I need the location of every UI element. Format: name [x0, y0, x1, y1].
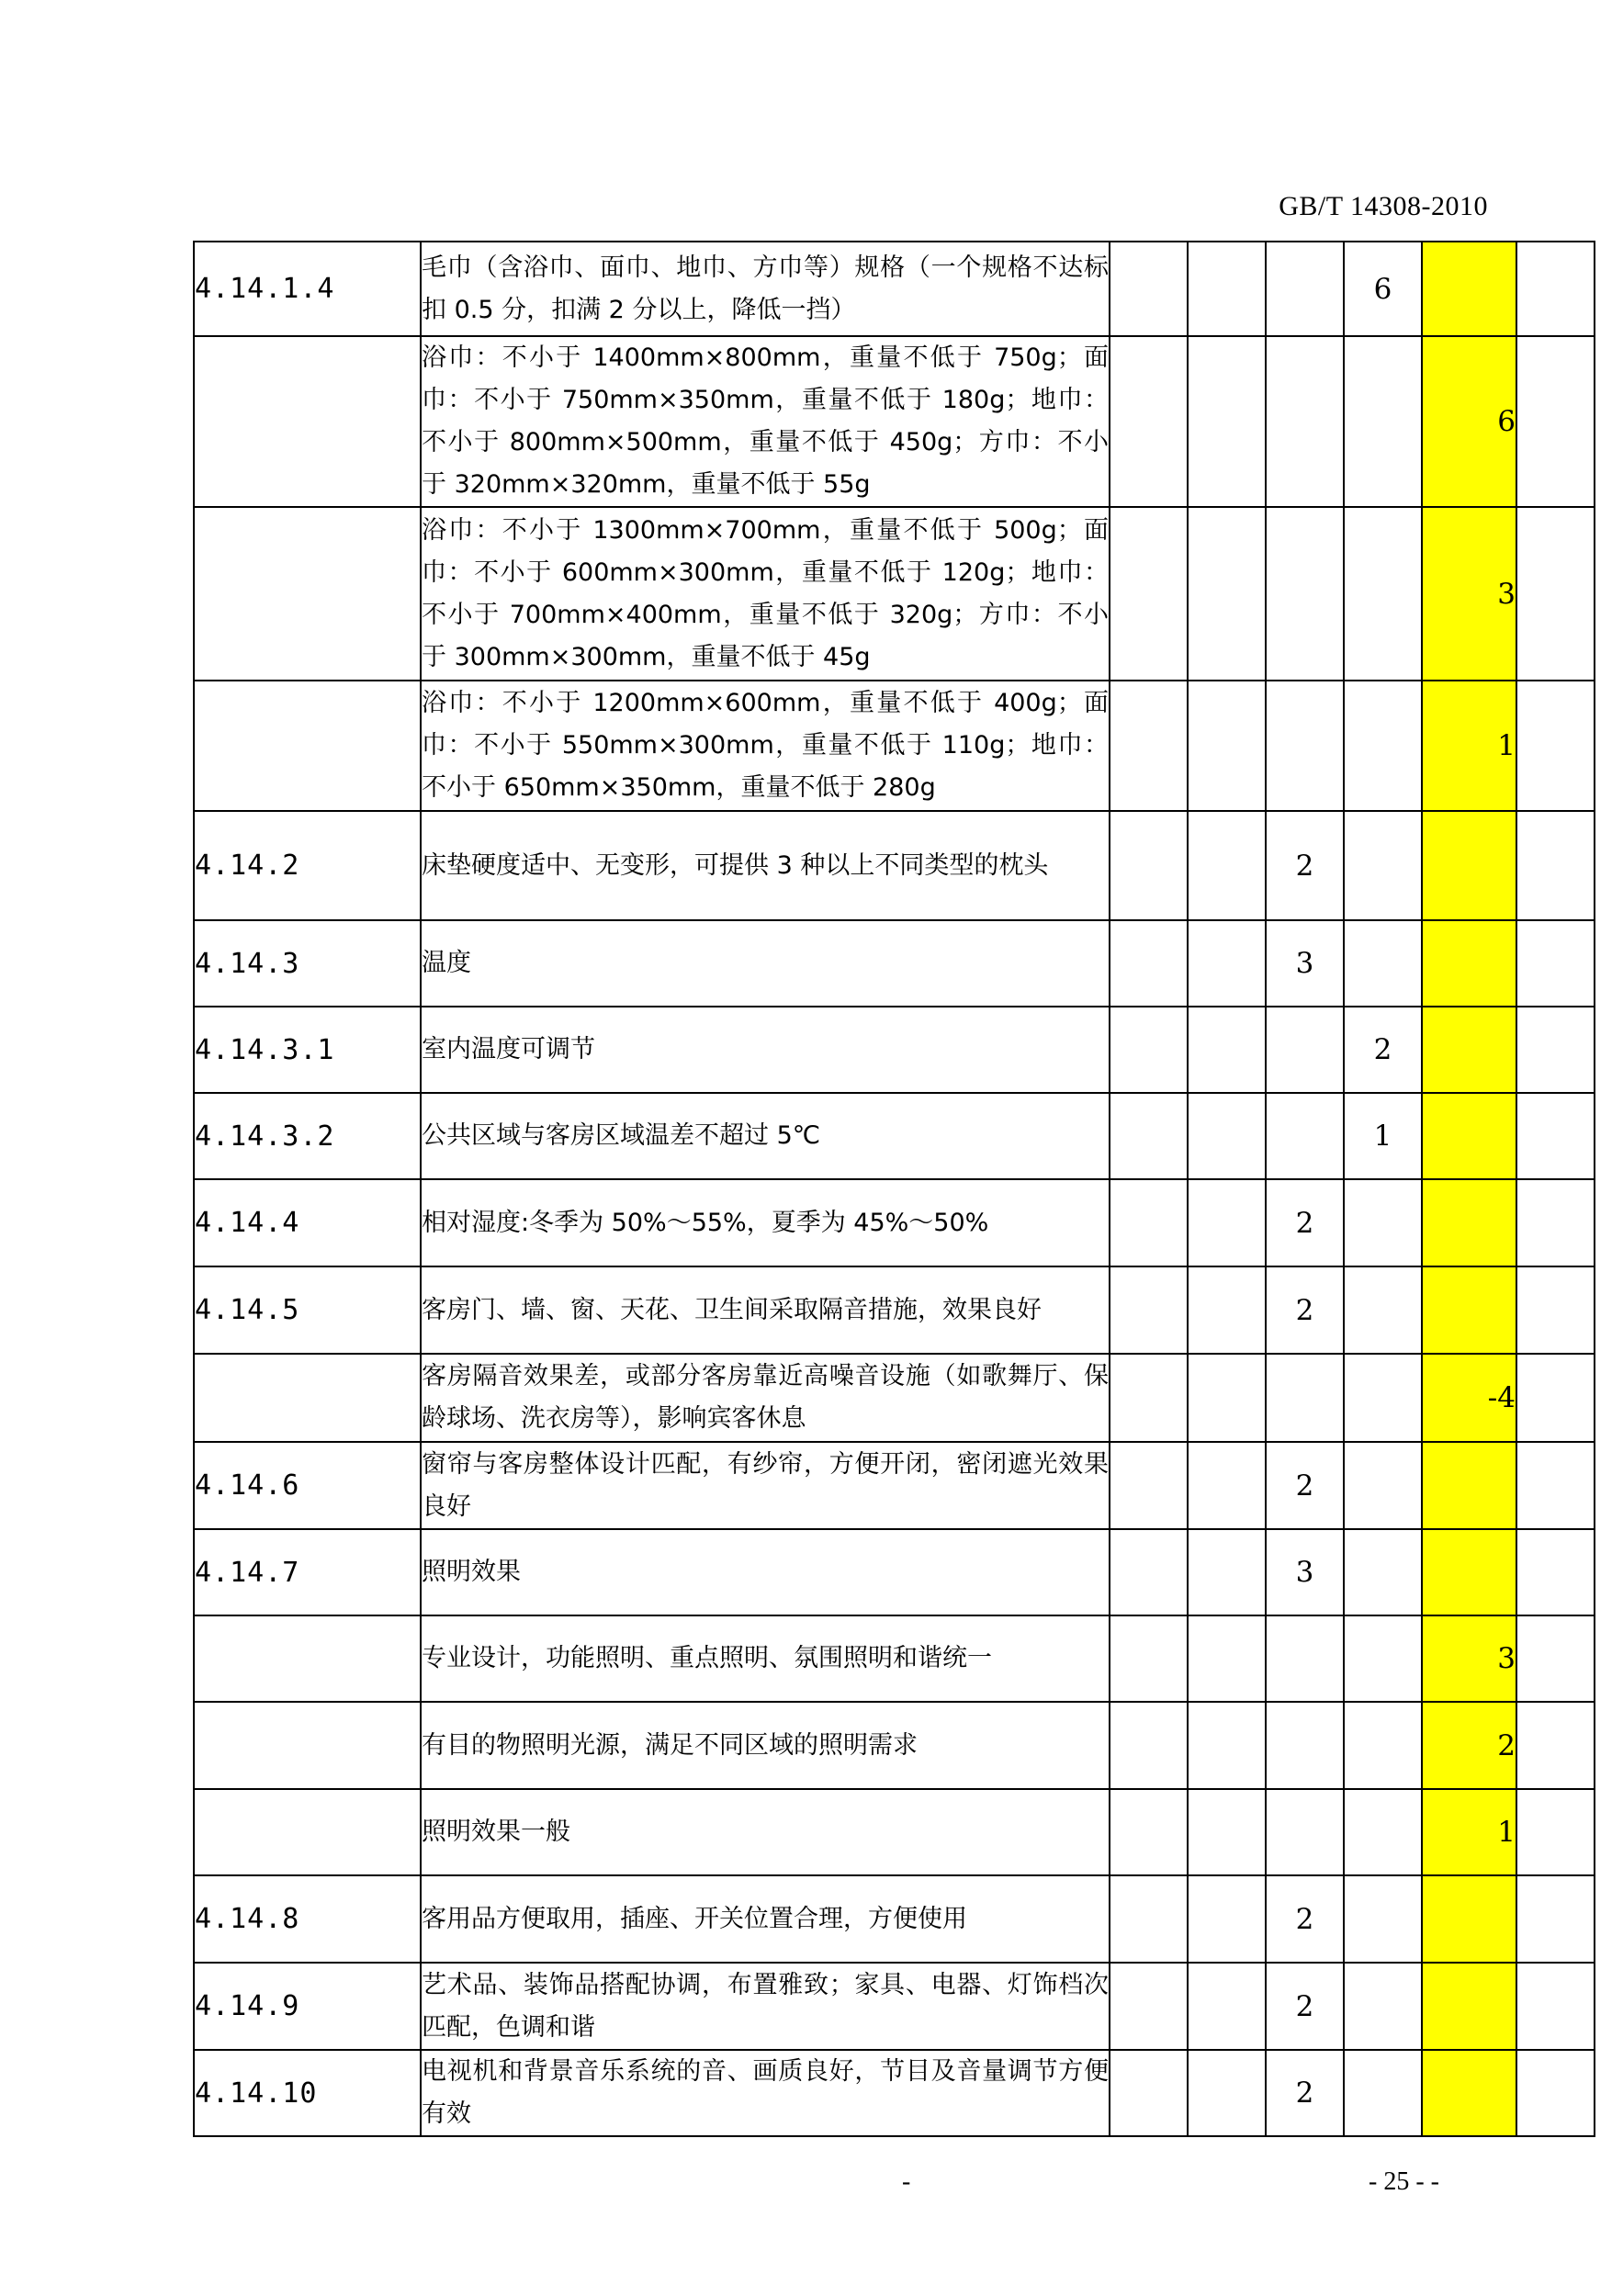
item-number: 4.14.7 [194, 1529, 421, 1615]
empty-cell [1188, 1442, 1266, 1529]
empty-cell [1188, 681, 1266, 811]
item-description: 照明效果一般 [421, 1789, 1110, 1875]
empty-cell [1110, 1007, 1188, 1093]
highlighted-score: 6 [1422, 336, 1516, 507]
highlighted-score: 3 [1422, 507, 1516, 681]
score-column-3 [1344, 1179, 1422, 1266]
score-column-2: 2 [1266, 1179, 1344, 1266]
item-number: 4.14.9 [194, 1963, 421, 2050]
item-number [194, 1354, 421, 1442]
score-column-3: 6 [1344, 242, 1422, 336]
empty-cell [1188, 2050, 1266, 2136]
empty-cell [1516, 811, 1595, 920]
highlighted-score [1422, 1529, 1516, 1615]
score-column-3 [1344, 681, 1422, 811]
item-description: 床垫硬度适中、无变形，可提供 3 种以上不同类型的枕头 [421, 811, 1110, 920]
table-row [194, 1007, 1595, 1093]
item-number [194, 1702, 421, 1789]
item-description: 客房门、墙、窗、天花、卫生间采取隔音措施，效果良好 [421, 1266, 1110, 1354]
highlighted-score: 1 [1422, 1789, 1516, 1875]
empty-cell [1188, 336, 1266, 507]
table-row [194, 336, 1595, 507]
score-column-2: 2 [1266, 1875, 1344, 1963]
score-column-2 [1266, 1789, 1344, 1875]
score-column-2: 3 [1266, 920, 1344, 1007]
empty-cell [1110, 336, 1188, 507]
table-row [194, 1442, 1595, 1529]
item-number [194, 507, 421, 681]
score-column-3 [1344, 336, 1422, 507]
item-description: 相对湿度:冬季为 50%～55%，夏季为 45%～50% [421, 1179, 1110, 1266]
empty-cell [1516, 1615, 1595, 1702]
score-column-2: 2 [1266, 1266, 1344, 1354]
empty-cell [1110, 1615, 1188, 1702]
table-row [194, 1179, 1595, 1266]
item-number: 4.14.2 [194, 811, 421, 920]
empty-cell [1516, 1007, 1595, 1093]
empty-cell [1188, 1615, 1266, 1702]
score-column-2: 2 [1266, 1963, 1344, 2050]
empty-cell [1516, 1093, 1595, 1179]
empty-cell [1516, 2050, 1595, 2136]
empty-cell [1110, 1875, 1188, 1963]
item-description: 室内温度可调节 [421, 1007, 1110, 1093]
empty-cell [1188, 920, 1266, 1007]
highlighted-score [1422, 242, 1516, 336]
score-column-2: 2 [1266, 1442, 1344, 1529]
highlighted-score [1422, 1093, 1516, 1179]
empty-cell [1188, 811, 1266, 920]
empty-cell [1110, 2050, 1188, 2136]
item-number: 4.14.1.4 [194, 242, 421, 336]
score-column-2: 2 [1266, 2050, 1344, 2136]
item-description: 客房隔音效果差，或部分客房靠近高噪音设施（如歌舞厅、保龄球场、洗衣房等），影响宾客休息 [421, 1354, 1110, 1442]
item-description: 艺术品、装饰品搭配协调，布置雅致；家具、电器、灯饰档次匹配，色调和谐 [421, 1963, 1110, 2050]
item-number: 4.14.5 [194, 1266, 421, 1354]
item-description: 电视机和背景音乐系统的音、画质良好，节目及音量调节方便有效 [421, 2050, 1110, 2136]
highlighted-score [1422, 811, 1516, 920]
table-row [194, 1266, 1595, 1354]
item-number [194, 336, 421, 507]
empty-cell [1188, 1266, 1266, 1354]
highlighted-score [1422, 920, 1516, 1007]
table-row [194, 1093, 1595, 1179]
score-column-3 [1344, 920, 1422, 1007]
item-number: 4.14.3.2 [194, 1093, 421, 1179]
item-description: 浴巾：不小于 1300mm×700mm，重量不低于 500g；面巾：不小于 600mm×300mm，重量不低于 120g；地巾：不小于 700mm×400mm，重量不低于 320g；方巾：不小于 300mm×300mm，重量不低于 45g [421, 507, 1110, 681]
score-column-2 [1266, 1615, 1344, 1702]
empty-cell [1188, 1529, 1266, 1615]
empty-cell [1110, 1529, 1188, 1615]
score-column-3 [1344, 2050, 1422, 2136]
item-description: 客用品方便取用，插座、开关位置合理，方便使用 [421, 1875, 1110, 1963]
item-description: 有目的物照明光源，满足不同区域的照明需求 [421, 1702, 1110, 1789]
score-column-2 [1266, 1007, 1344, 1093]
item-description: 照明效果 [421, 1529, 1110, 1615]
item-number [194, 1615, 421, 1702]
standard-code: GB/T 14308-2010 [1279, 191, 1488, 221]
footer-mark: - [902, 2167, 911, 2196]
page-number: - 25 - - [1369, 2167, 1439, 2196]
highlighted-score: 2 [1422, 1702, 1516, 1789]
empty-cell [1516, 920, 1595, 1007]
highlighted-score: 1 [1422, 681, 1516, 811]
score-column-3 [1344, 1529, 1422, 1615]
item-description: 窗帘与客房整体设计匹配，有纱帘，方便开闭，密闭遮光效果良好 [421, 1442, 1110, 1529]
highlighted-score: -4 [1422, 1354, 1516, 1442]
score-column-3: 1 [1344, 1093, 1422, 1179]
table-row [194, 507, 1595, 681]
item-number: 4.14.6 [194, 1442, 421, 1529]
item-description: 温度 [421, 920, 1110, 1007]
empty-cell [1188, 1789, 1266, 1875]
empty-cell [1516, 1963, 1595, 2050]
item-description: 浴巾：不小于 1400mm×800mm，重量不低于 750g；面巾：不小于 750mm×350mm，重量不低于 180g；地巾：不小于 800mm×500mm，重量不低于 450g；方巾：不小于 320mm×320mm，重量不低于 55g [421, 336, 1110, 507]
empty-cell [1110, 1442, 1188, 1529]
score-column-2 [1266, 1354, 1344, 1442]
table-row [194, 1354, 1595, 1442]
empty-cell [1188, 1702, 1266, 1789]
empty-cell [1516, 1179, 1595, 1266]
empty-cell [1188, 507, 1266, 681]
empty-cell [1188, 1875, 1266, 1963]
score-column-2: 3 [1266, 1529, 1344, 1615]
empty-cell [1110, 1179, 1188, 1266]
empty-cell [1188, 1354, 1266, 1442]
empty-cell [1110, 681, 1188, 811]
empty-cell [1516, 681, 1595, 811]
empty-cell [1110, 1789, 1188, 1875]
highlighted-score [1422, 1179, 1516, 1266]
empty-cell [1516, 1875, 1595, 1963]
empty-cell [1188, 1093, 1266, 1179]
item-description: 公共区域与客房区域温差不超过 5℃ [421, 1093, 1110, 1179]
highlighted-score [1422, 1442, 1516, 1529]
item-number: 4.14.10 [194, 2050, 421, 2136]
item-description: 专业设计，功能照明、重点照明、氛围照明和谐统一 [421, 1615, 1110, 1702]
score-column-3: 2 [1344, 1007, 1422, 1093]
score-column-2 [1266, 336, 1344, 507]
empty-cell [1188, 1007, 1266, 1093]
empty-cell [1516, 1266, 1595, 1354]
score-column-2: 2 [1266, 811, 1344, 920]
score-column-2 [1266, 1093, 1344, 1179]
empty-cell [1110, 1354, 1188, 1442]
empty-cell [1516, 242, 1595, 336]
table-row [194, 2050, 1595, 2136]
empty-cell [1516, 1702, 1595, 1789]
table-row [194, 242, 1595, 336]
score-column-3 [1344, 1615, 1422, 1702]
empty-cell [1110, 1963, 1188, 2050]
table-row [194, 1789, 1595, 1875]
score-column-3 [1344, 811, 1422, 920]
table-row [194, 1875, 1595, 1963]
item-description: 毛巾（含浴巾、面巾、地巾、方巾等）规格（一个规格不达标扣 0.5 分，扣满 2 分以上，降低一挡） [421, 242, 1110, 336]
highlighted-score [1422, 2050, 1516, 2136]
score-column-3 [1344, 1963, 1422, 2050]
item-description: 浴巾：不小于 1200mm×600mm，重量不低于 400g；面巾：不小于 550mm×300mm，重量不低于 110g；地巾：不小于 650mm×350mm，重量不低于 280g [421, 681, 1110, 811]
item-number: 4.14.4 [194, 1179, 421, 1266]
empty-cell [1516, 336, 1595, 507]
empty-cell [1188, 1179, 1266, 1266]
table-row [194, 1702, 1595, 1789]
empty-cell [1110, 1702, 1188, 1789]
score-column-3 [1344, 1442, 1422, 1529]
empty-cell [1516, 507, 1595, 681]
score-column-3 [1344, 1789, 1422, 1875]
highlighted-score [1422, 1007, 1516, 1093]
empty-cell [1188, 1963, 1266, 2050]
empty-cell [1110, 1266, 1188, 1354]
score-column-3 [1344, 1702, 1422, 1789]
scoring-table [193, 241, 1595, 2137]
table-row [194, 1529, 1595, 1615]
empty-cell [1110, 1093, 1188, 1179]
highlighted-score [1422, 1875, 1516, 1963]
empty-cell [1110, 507, 1188, 681]
score-column-3 [1344, 507, 1422, 681]
score-column-3 [1344, 1354, 1422, 1442]
table-row [194, 1615, 1595, 1702]
empty-cell [1516, 1442, 1595, 1529]
empty-cell [1110, 920, 1188, 1007]
empty-cell [1516, 1354, 1595, 1442]
score-column-3 [1344, 1266, 1422, 1354]
score-column-2 [1266, 507, 1344, 681]
table-row [194, 811, 1595, 920]
highlighted-score [1422, 1963, 1516, 2050]
highlighted-score [1422, 1266, 1516, 1354]
empty-cell [1516, 1789, 1595, 1875]
table-row [194, 681, 1595, 811]
table-row [194, 1963, 1595, 2050]
score-column-3 [1344, 1875, 1422, 1963]
item-number: 4.14.8 [194, 1875, 421, 1963]
score-column-2 [1266, 681, 1344, 811]
score-column-2 [1266, 1702, 1344, 1789]
empty-cell [1110, 811, 1188, 920]
empty-cell [1188, 242, 1266, 336]
empty-cell [1516, 1529, 1595, 1615]
item-number [194, 1789, 421, 1875]
table-row [194, 920, 1595, 1007]
empty-cell [1110, 242, 1188, 336]
score-column-2 [1266, 242, 1344, 336]
highlighted-score: 3 [1422, 1615, 1516, 1702]
item-number: 4.14.3.1 [194, 1007, 421, 1093]
item-number [194, 681, 421, 811]
item-number: 4.14.3 [194, 920, 421, 1007]
